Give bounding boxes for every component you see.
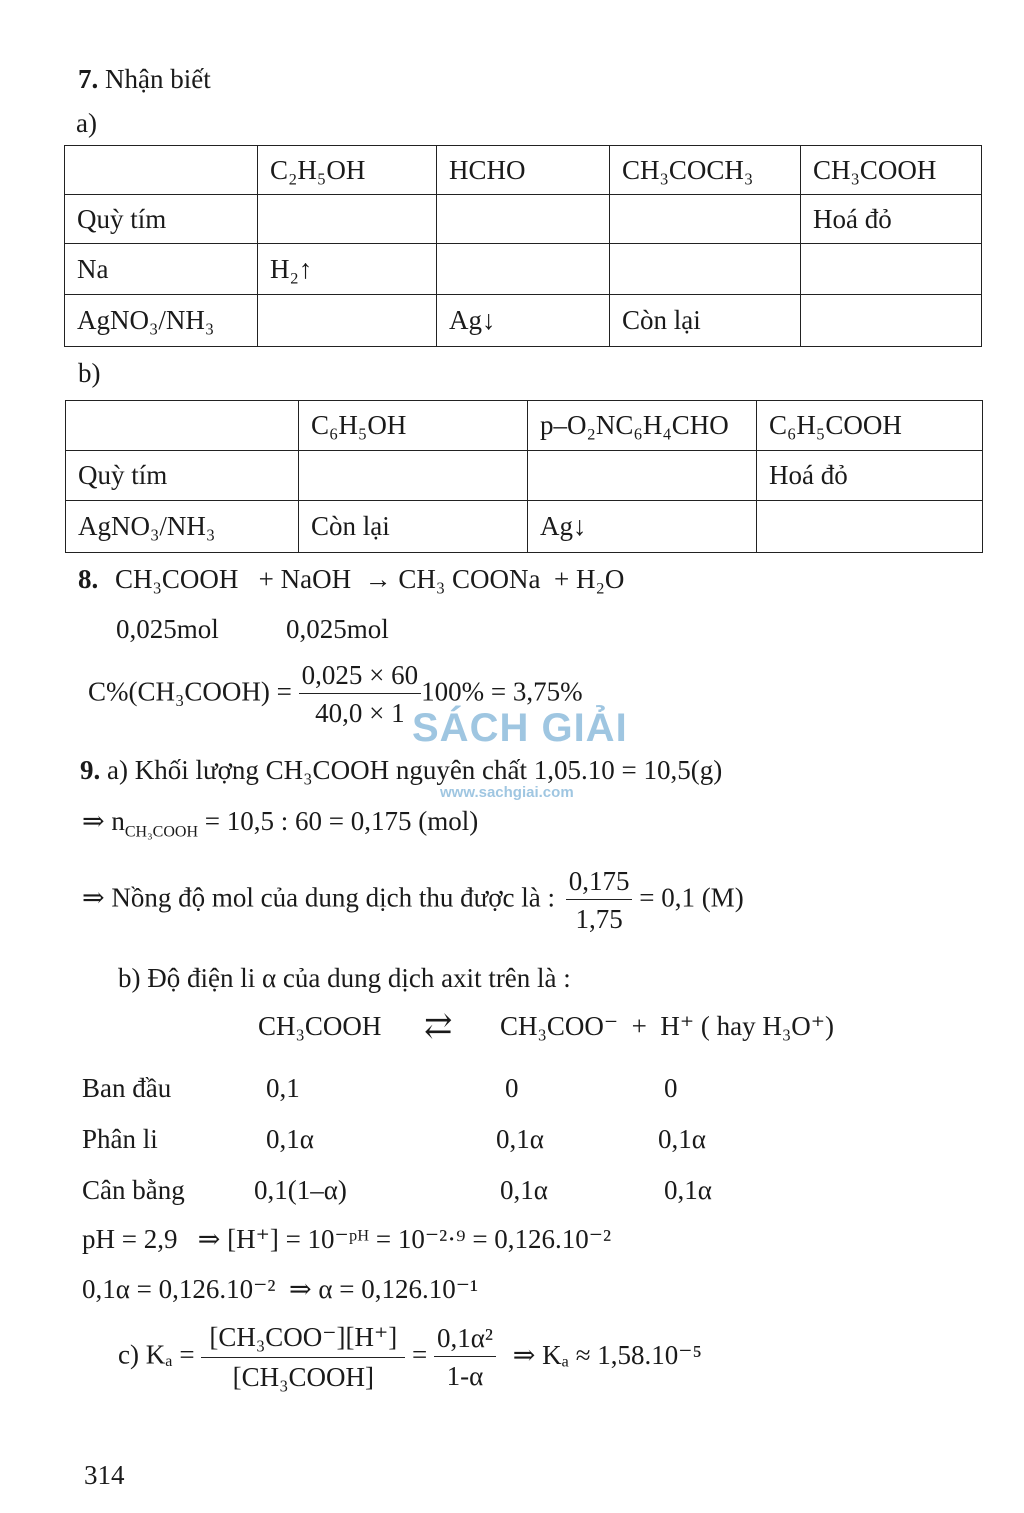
n-subscript: CH₃COOH	[124, 823, 199, 841]
table-cell: Quỳ tím	[66, 451, 299, 501]
table-header-cell: CH₃COCH₃	[610, 146, 801, 195]
equilibrium-arrow-icon: ⇄	[424, 1008, 453, 1045]
table-cell	[299, 451, 528, 501]
part-b-label: b)	[78, 358, 101, 388]
molarity-text: ⇒ Nồng độ mol của dung dịch thu được là :	[82, 882, 555, 913]
table-header-cell: C₆H₅OH	[299, 401, 528, 451]
fraction	[434, 1323, 496, 1392]
table-b-header-row	[66, 401, 983, 451]
fraction-numerator: 0,175	[566, 866, 633, 900]
row-value: 0,1α	[658, 1124, 706, 1154]
table-a	[64, 145, 982, 347]
row-value: 0	[664, 1073, 678, 1103]
formula-lhs: C%(CH₃COOH) =	[88, 676, 292, 707]
molarity-line	[82, 866, 744, 935]
table-cell	[437, 244, 610, 295]
table-row	[66, 451, 983, 501]
table-row	[65, 295, 982, 347]
watermark-url: www.sachgiai.com	[440, 784, 574, 801]
question-9-part-a	[80, 755, 722, 786]
table-b	[65, 400, 983, 553]
ka-prefix: c) Kₐ =	[118, 1339, 195, 1370]
row-label: Cân bằng	[82, 1175, 185, 1205]
row-value: 0,1	[266, 1073, 300, 1103]
equals-sign: =	[412, 1339, 428, 1370]
table-row	[65, 244, 982, 295]
equilibrium-right: CH₃COO⁻ + H⁺ ( hay H₃O⁺)	[500, 1011, 835, 1041]
table-row	[65, 195, 982, 244]
fraction	[201, 1322, 405, 1393]
mole-value: 0,025mol	[116, 614, 219, 644]
reaction-equation: CH₃COOH + NaOH → CH₃ COONa + H₂O	[115, 564, 625, 594]
fraction-denominator: 1,75	[575, 904, 623, 934]
table-header-cell: HCHO	[437, 146, 610, 195]
table-header-cell: p–O₂NC₆H₄CHO	[528, 401, 757, 451]
table-cell: H₂↑	[258, 244, 437, 295]
mole-value: 0,025mol	[286, 614, 389, 644]
part-b-text: b) Độ điện li α của dung dịch axit trên là :	[118, 963, 571, 993]
question-number: 7.	[78, 64, 99, 94]
table-cell: AgNO₃/NH₃	[65, 295, 258, 347]
table-cell	[437, 195, 610, 244]
alpha-line: 0,1α = 0,126.10⁻² ⇒ α = 0,126.10⁻¹	[82, 1274, 479, 1304]
fraction-numerator: [CH₃COO⁻][H⁺]	[201, 1322, 405, 1358]
question-7-heading	[78, 64, 211, 95]
n-calculation: = 10,5 : 60 = 0,175 (mol)	[198, 806, 479, 836]
question-8-reaction	[78, 564, 624, 595]
fraction-denominator: 1-α	[446, 1361, 484, 1391]
row-value: 0,1(1–α)	[254, 1175, 347, 1205]
ka-formula	[118, 1322, 702, 1393]
table-header-cell: C₆H₅COOH	[757, 401, 983, 451]
table-cell: Na	[65, 244, 258, 295]
watermark-logo: SÁCH GIẢI	[412, 706, 628, 750]
table-row	[66, 501, 983, 553]
table-cell: Ag↓	[437, 295, 610, 347]
row-label: Phân li	[82, 1124, 158, 1154]
n-symbol: ⇒ n	[82, 806, 125, 836]
fraction-numerator: 0,1α²	[434, 1323, 496, 1357]
table-cell: Còn lại	[299, 501, 528, 553]
question-number: 9.	[80, 755, 101, 785]
table-cell	[65, 146, 258, 195]
page-number: 314	[84, 1460, 125, 1490]
table-cell	[801, 295, 982, 347]
table-cell: AgNO₃/NH₃	[66, 501, 299, 553]
table-header-cell: CH₃COOH	[801, 146, 982, 195]
table-cell	[610, 244, 801, 295]
question-title: Nhận biết	[105, 64, 211, 94]
fraction-denominator: [CH₃COOH]	[232, 1362, 374, 1392]
part-a-label: a)	[76, 108, 97, 138]
table-cell	[66, 401, 299, 451]
table-cell	[258, 295, 437, 347]
part-a-text: a) Khối lượng CH₃COOH nguyên chất 1,05.10 = 10,5(g)	[107, 755, 723, 785]
row-value: 0,1α	[664, 1175, 712, 1205]
ph-line: pH = 2,9 ⇒ [H⁺] = 10⁻ᵖᴴ = 10⁻²·⁹ = 0,126.10⁻²	[82, 1224, 612, 1254]
row-label: Ban đầu	[82, 1073, 172, 1103]
equilibrium-left: CH₃COOH	[258, 1011, 382, 1041]
fraction-denominator: 40,0 × 1	[315, 698, 405, 728]
row-value: 0,1α	[500, 1175, 548, 1205]
formula-rhs: 100% = 3,75%	[421, 676, 583, 707]
table-cell	[801, 244, 982, 295]
table-cell: Quỳ tím	[65, 195, 258, 244]
row-value: 0	[505, 1073, 519, 1103]
table-a-header-row	[65, 146, 982, 195]
row-value: 0,1α	[496, 1124, 544, 1154]
row-value: 0,1α	[266, 1124, 314, 1154]
table-header-cell: C₂H₅OH	[258, 146, 437, 195]
molarity-result: = 0,1 (M)	[639, 882, 744, 913]
table-cell	[757, 501, 983, 553]
table-cell: Hoá đỏ	[801, 195, 982, 244]
table-cell: Hoá đỏ	[757, 451, 983, 501]
ka-result: ⇒ Kₐ ≈ 1,58.10⁻⁵	[512, 1339, 702, 1370]
question-number: 8.	[78, 564, 99, 594]
mole-calculation	[82, 806, 478, 841]
fraction	[299, 660, 421, 729]
table-cell	[258, 195, 437, 244]
table-cell	[528, 451, 757, 501]
table-cell: Ag↓	[528, 501, 757, 553]
table-cell: Còn lại	[610, 295, 801, 347]
fraction-numerator: 0,025 × 60	[299, 660, 421, 694]
table-cell	[610, 195, 801, 244]
fraction	[566, 866, 633, 935]
